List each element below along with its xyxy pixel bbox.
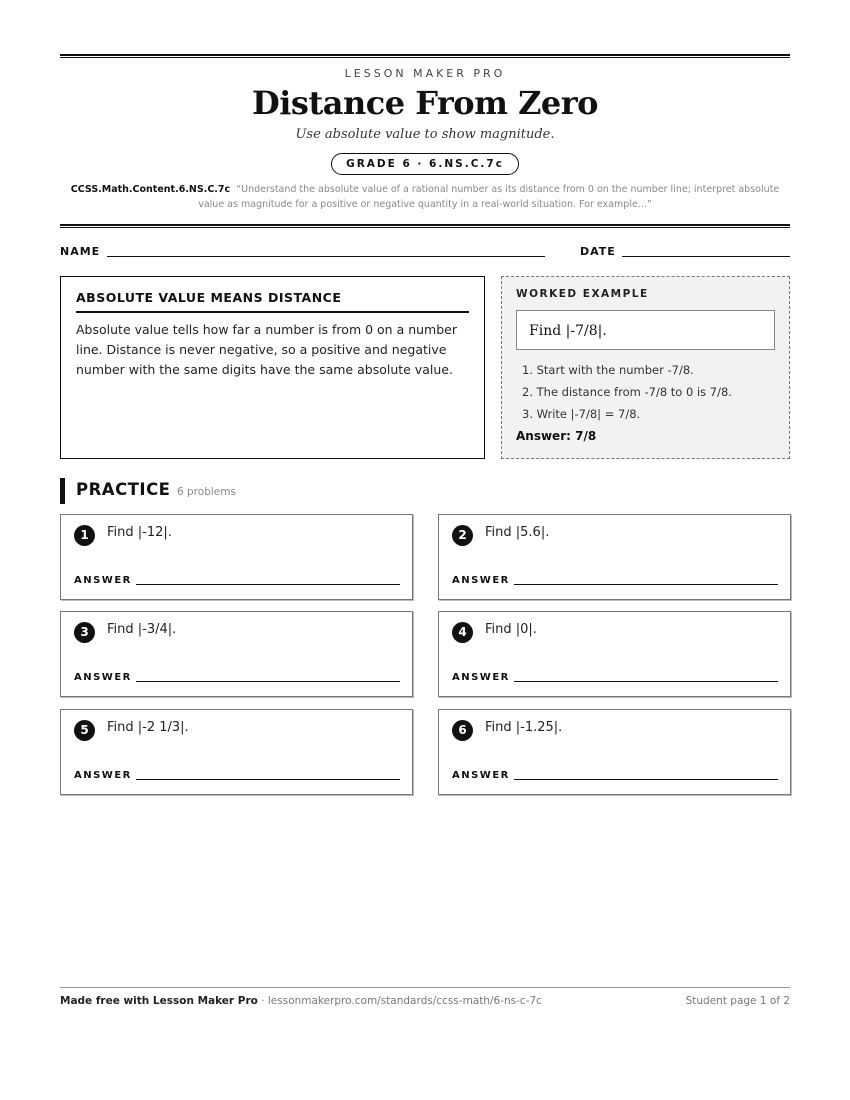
footer-rule (60, 987, 790, 988)
concept-box (60, 276, 485, 459)
standard-code: CCSS.Math.Content.6.NS.C.7c (70, 184, 231, 195)
practice-count: 6 problems (177, 486, 236, 498)
answer-field[interactable] (136, 584, 400, 585)
answer-label: ANSWER (452, 672, 510, 683)
worksheet-page (60, 0, 790, 1100)
problem-number-badge: 5 (74, 720, 95, 741)
practice-title: PRACTICE (76, 480, 171, 499)
problem-number-badge: 1 (74, 525, 95, 546)
answer-label: ANSWER (74, 770, 132, 781)
student-info-row (60, 245, 790, 261)
date-field[interactable] (622, 256, 790, 257)
problem-card (438, 611, 791, 697)
worked-example-steps (516, 359, 775, 425)
worked-step: 3. Write |-7/8| = 7/8. (522, 407, 641, 421)
worked-step: 1. Start with the number -7/8. (522, 363, 694, 377)
name-label: NAME (60, 245, 101, 258)
problem-text: Find |-12|. (107, 525, 172, 540)
problem-number-badge: 4 (452, 622, 473, 643)
answer-label: ANSWER (452, 575, 510, 586)
standard-description (70, 182, 780, 212)
worked-example-box (501, 276, 790, 459)
name-field[interactable] (107, 256, 545, 257)
problem-number-badge: 2 (452, 525, 473, 546)
problem-card (438, 709, 791, 795)
problem-text: Find |0|. (485, 622, 537, 637)
concept-body: Absolute value tells how far a number is from 0 on a number line. Distance is never negative, so a positive and negative number with the same digits have the same absolute value. (76, 322, 457, 377)
brand-name: LESSON MAKER PRO (344, 67, 506, 80)
answer-field[interactable] (514, 681, 778, 682)
problem-card (60, 514, 413, 600)
grade-badge-wrap (60, 152, 790, 175)
worked-example-problem: Find |-7/8|. (516, 310, 775, 350)
problem-text: Find |-1.25|. (485, 720, 563, 735)
problem-card (438, 514, 791, 600)
problem-text: Find |5.6|. (485, 525, 550, 540)
header-top-rule (60, 54, 790, 58)
answer-field[interactable] (136, 681, 400, 682)
answer-label: ANSWER (74, 672, 132, 683)
header-bottom-rule (60, 224, 790, 228)
standard-text: “Understand the absolute value of a rational number as its distance from 0 on the number line; interpret absolute value as magnitude for a positive or negative quantity in a real-world situation. For example...” (198, 184, 780, 210)
footer-made-with: Made free with Lesson Maker Pro (60, 995, 258, 1007)
problem-number-badge: 6 (452, 720, 473, 741)
answer-label: ANSWER (74, 575, 132, 586)
date-label: DATE (580, 245, 616, 258)
answer-field[interactable] (514, 779, 778, 780)
worked-step: 2. The distance from -7/8 to 0 is 7/8. (522, 385, 732, 399)
practice-header (60, 478, 460, 504)
answer-field[interactable] (136, 779, 400, 780)
answer-field[interactable] (514, 584, 778, 585)
problem-text: Find |-2 1/3|. (107, 720, 189, 735)
answer-label: ANSWER (452, 770, 510, 781)
worksheet-title: Distance From Zero (252, 84, 598, 122)
problem-card (60, 709, 413, 795)
problem-number-badge: 3 (74, 622, 95, 643)
worksheet-subtitle: Use absolute value to show magnitude. (295, 127, 555, 142)
worked-example-answer: Answer: 7/8 (516, 429, 597, 443)
footer-separator: · (257, 995, 268, 1007)
grade-badge: GRADE 6 · 6.NS.C.7c (331, 153, 519, 175)
problem-card (60, 611, 413, 697)
footer-credit (60, 995, 542, 1007)
concept-title: ABSOLUTE VALUE MEANS DISTANCE (76, 290, 469, 313)
practice-accent-bar (60, 478, 65, 504)
footer-url[interactable]: lessonmakerpro.com/standards/ccss-math/6-ns-c-7c (267, 995, 542, 1007)
problem-text: Find |-3/4|. (107, 622, 177, 637)
footer-page-label: Student page 1 of 2 (685, 995, 790, 1007)
worked-example-title: WORKED EXAMPLE (516, 288, 649, 300)
